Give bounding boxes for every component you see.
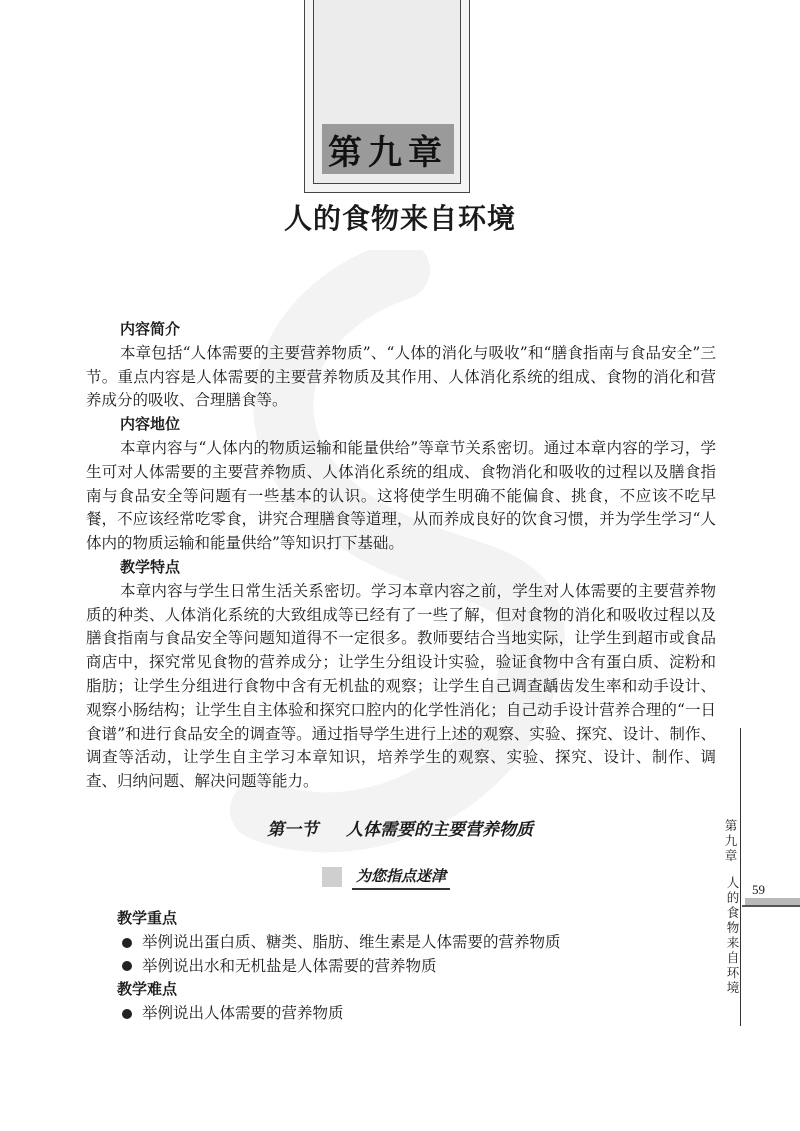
page-tab-line <box>742 905 800 907</box>
bullet-icon <box>122 961 132 971</box>
list-item <box>117 1002 637 1026</box>
side-chapter-title: 人的食物来自环境 <box>726 875 740 995</box>
teaching-points <box>117 907 637 1026</box>
key-point-text: 举例说出蛋白质、糖类、脂肪、维生素是人体需要的营养物质 <box>142 932 561 951</box>
chapter-number: 第九章 <box>322 124 454 174</box>
section-name: 人体需要的主要营养物质 <box>346 820 533 840</box>
features-heading: 教学特点 <box>120 557 181 576</box>
bullet-icon <box>122 938 132 948</box>
section-title <box>0 815 800 840</box>
page-number: 59 <box>752 882 765 897</box>
key-point-text: 举例说出水和无机盐是人体需要的营养物质 <box>142 956 437 975</box>
overview-paragraph: 本章包括“人体需要的主要营养物质”、“人体的消化与吸收”和“膳食指南与食品安全”三节。重点内容是人体需要的主要营养物质及其作用、人体消化系统的组成、食物的消化和营养成分的吸收、合理膳食等。 <box>86 343 716 410</box>
list-item <box>117 931 637 955</box>
section-number: 第一节 <box>267 820 318 840</box>
chapter-overview <box>86 318 716 794</box>
overview-heading: 内容简介 <box>120 320 181 338</box>
features-paragraph: 本章内容与学生日常生活关系密切。学习本章内容之前，学生对人体需要的主要营养物质的种类、人体消化系统的大致组成等已经有了一些了解，但对食物的消化和吸收过程以及膳食指南与食品安全等问题知道得不一定很多。教师要结合当地实际，让学生到超市或食品商店中，探究常见食物的营养成分；让学生分组设计实验，验证食物中含有蛋白质、淀粉和脂肪；让学生分组进行食物中含有无机盐的观察；让学生自己调查龋齿发生率和动手设计、观察小肠结构；让学生自主体验和探究口腔内的化学性消化；自己动手设计营养合理的“一日食谱”和进行食品安全的调查等。通过指导学生进行上述的观察、实验、探究、设计、制作、调查等活动，让学生自主学习本章知识，培养学生的观察、实验、探究、设计、制作、调查、归纳问题、解决问题等能力。 <box>86 581 716 791</box>
list-item <box>117 955 637 979</box>
difficult-point-text: 举例说出人体需要的营养物质 <box>142 1004 344 1023</box>
guide-banner <box>322 864 480 890</box>
position-heading: 内容地位 <box>120 415 181 434</box>
key-points-heading: 教学重点 <box>117 909 178 927</box>
difficult-points-heading: 教学难点 <box>117 980 178 999</box>
position-paragraph: 本章内容与“人体内的物质运输和能量供给”等章节关系密切。通过本章内容的学习，学生可对人体需要的主要营养物质、人体消化系统的组成、食物消化和吸收的过程以及膳食指南与食品安全等问题有一些基本的认识。这将使学生明确不能偏食、挑食，不应该不吃早餐，不应该经常吃零食，讲究合理膳食等道理，从而养成良好的饮食习惯，并为学生学习“人体内的物质运输和能量供给”等知识打下基础。 <box>86 438 716 553</box>
side-chapter-label: 第九章 <box>724 818 738 863</box>
guide-label: 为您指点迷津 <box>352 865 450 890</box>
bullet-icon <box>122 1009 132 1019</box>
chapter-title: 人的食物来自环境 <box>283 202 516 235</box>
guide-square-icon <box>322 867 342 887</box>
